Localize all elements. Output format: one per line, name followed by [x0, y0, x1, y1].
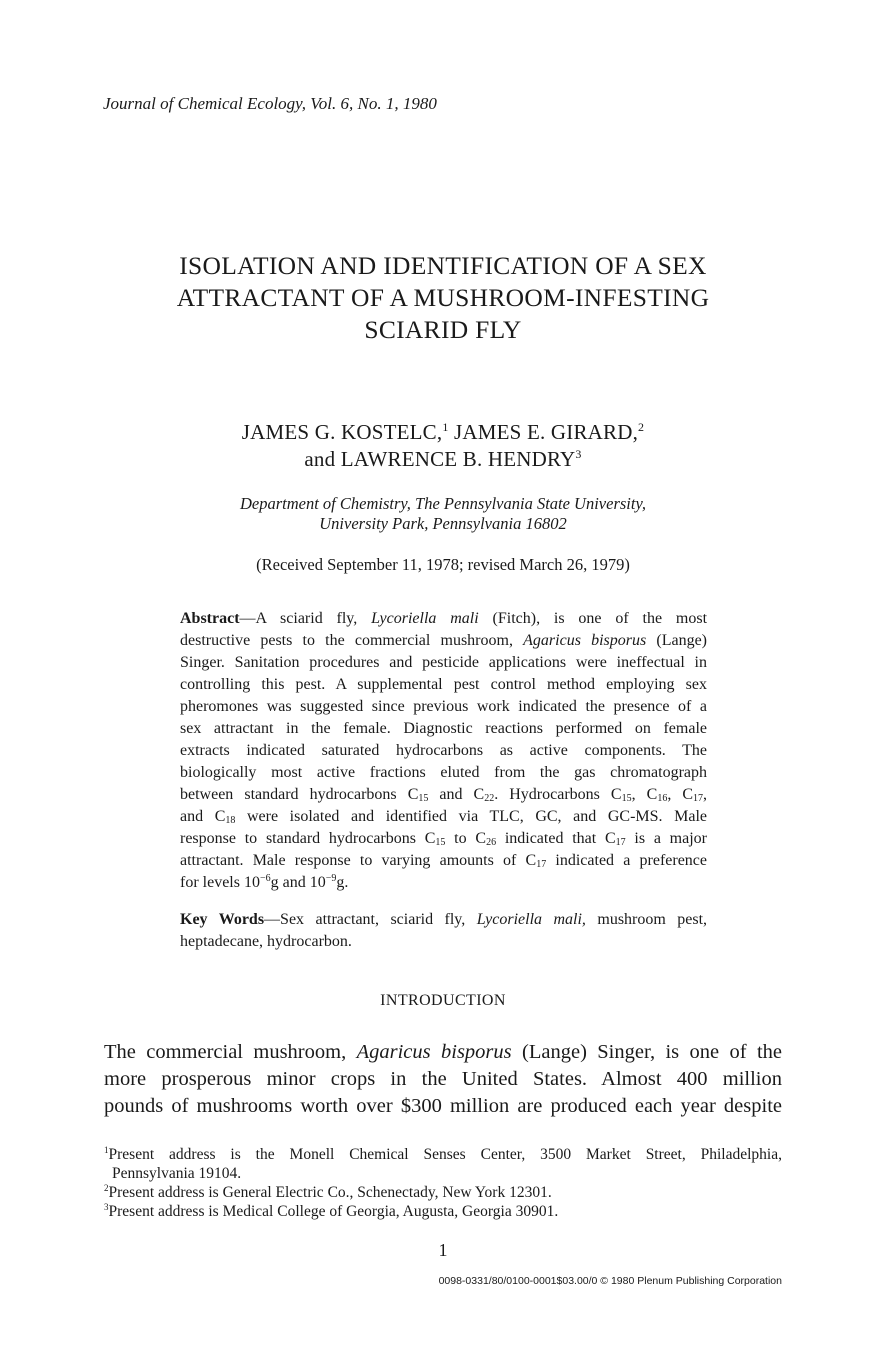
species-name: Lycoriella mali	[371, 610, 479, 627]
species-name: Agaricus bisporus	[523, 632, 647, 649]
body-line: more prosperous minor crops in the United States. Almost 400 million	[104, 1068, 782, 1090]
abstract-line: response to standard hydrocarbons $C_{15}$ to $C_{26}$ indicated that $C_{17}$ is a major	[180, 830, 708, 848]
abstract-line: and $C_{18}$ were isolated and identified via TLC, GC, and GC-MS. Male	[180, 808, 707, 826]
journal-citation: Journal of Chemical Ecology, Vol. 6, No. 1, 1980	[103, 94, 437, 113]
abstract-line: sex attractant in the female. Diagnostic reactions performed on female	[180, 720, 707, 737]
page-number: 1	[438, 1240, 448, 1260]
abstract-line: attractant. Male response to varying amounts of $C_{17}$ indicated a preference	[180, 852, 708, 870]
abstract-line: Singer. Sanitation procedures and pesticide applications were ineffectual in	[180, 654, 707, 671]
author-mark-2: 2	[638, 420, 645, 434]
author-girard: JAMES E. GIRARD,	[453, 420, 639, 444]
footnote-1-continued: Pennsylvania 19104.	[112, 1165, 242, 1182]
section-heading-introduction: INTRODUCTION	[380, 992, 506, 1009]
title-line-2: ATTRACTANT OF A MUSHROOM-INFESTING	[176, 283, 710, 312]
footnote-mark: 2	[104, 1183, 109, 1193]
abstract-label: Abstract	[180, 610, 240, 627]
author-and: and	[304, 447, 336, 471]
keywords-line: heptadecane, hydrocarbon.	[180, 933, 352, 950]
abstract-line: for levels $10^{-6}g$ and $10^{-9}g$.	[180, 873, 349, 891]
abstract-line: extracts indicated saturated hydrocarbons as active components. The	[180, 742, 707, 759]
footnote-mark: 1	[104, 1145, 109, 1155]
authors-line-1	[120, 419, 766, 446]
author-kostelc: JAMES G. KOSTELC,	[241, 420, 443, 444]
body-line: The commercial mushroom, Agaricus bisporus (Lange) Singer, is one of the	[104, 1041, 783, 1063]
received-dates: (Received September 11, 1978; revised March 26, 1979)	[256, 555, 630, 574]
species-name: Agaricus bisporus	[356, 1041, 512, 1063]
title-line-1: ISOLATION AND IDENTIFICATION OF A SEX	[179, 251, 707, 280]
title-line-3: SCIARID FLY	[364, 315, 522, 344]
copyright-line: 0098-0331/80/0100-0001$03.00/0 © 1980 Plenum Publishing Corporation	[438, 1275, 782, 1287]
footnotes	[104, 1145, 782, 1221]
authors-line-2	[120, 446, 766, 473]
footnote-1: $^1$Present address is the Monell Chemical Senses Center, 3500 Market Street, Philadelphia,	[104, 1145, 782, 1163]
affiliation-line-2: University Park, Pennsylvania 16802	[319, 514, 567, 533]
footnote-2: $^2$Present address is General Electric Co., Schenectady, New York 12301.	[104, 1183, 552, 1201]
introduction-body	[104, 1039, 782, 1120]
abstract-line: destructive pests to the commercial mushroom, Agaricus bisporus (Lange)	[180, 632, 708, 649]
author-list	[120, 419, 766, 473]
author-hendry: LAWRENCE B. HENDRY	[340, 447, 576, 471]
affiliation	[120, 494, 766, 534]
abstract-line: biologically most active fractions eluted from the gas chromatograph	[180, 764, 707, 781]
body-line: pounds of mushrooms worth over $300 million are produced each year despite	[104, 1095, 782, 1117]
footnote-mark: 3	[104, 1202, 109, 1212]
footnote-3: $^3$Present address is Medical College of Georgia, Augusta, Georgia 30901.	[104, 1202, 559, 1220]
author-mark-1: 1	[442, 420, 449, 434]
keywords-line: Key Words—Sex attractant, sciarid fly, Lycoriella mali, mushroom pest,	[180, 911, 708, 928]
abstract-line: pheromones was suggested since previous work indicated the presence of a	[180, 698, 707, 715]
author-mark-3: 3	[575, 447, 582, 461]
abstract-line: between standard hydrocarbons $C_{15}$ and $C_{22}$. Hydrocarbons $C_{15}$, $C_{16}$, $C_{17}$,	[180, 786, 708, 804]
abstract-line: Abstract—A sciarid fly, Lycoriella mali (Fitch), is one of the most	[180, 610, 708, 627]
key-words	[180, 909, 707, 953]
affiliation-line-1: Department of Chemistry, The Pennsylvania State University,	[239, 494, 647, 513]
abstract	[180, 608, 707, 894]
keywords-label: Key Words	[180, 911, 265, 928]
paper-title	[120, 250, 766, 346]
species-name: Lycoriella mali,	[476, 911, 586, 928]
abstract-line: controlling this pest. A supplemental pest control method employing sex	[180, 676, 707, 693]
